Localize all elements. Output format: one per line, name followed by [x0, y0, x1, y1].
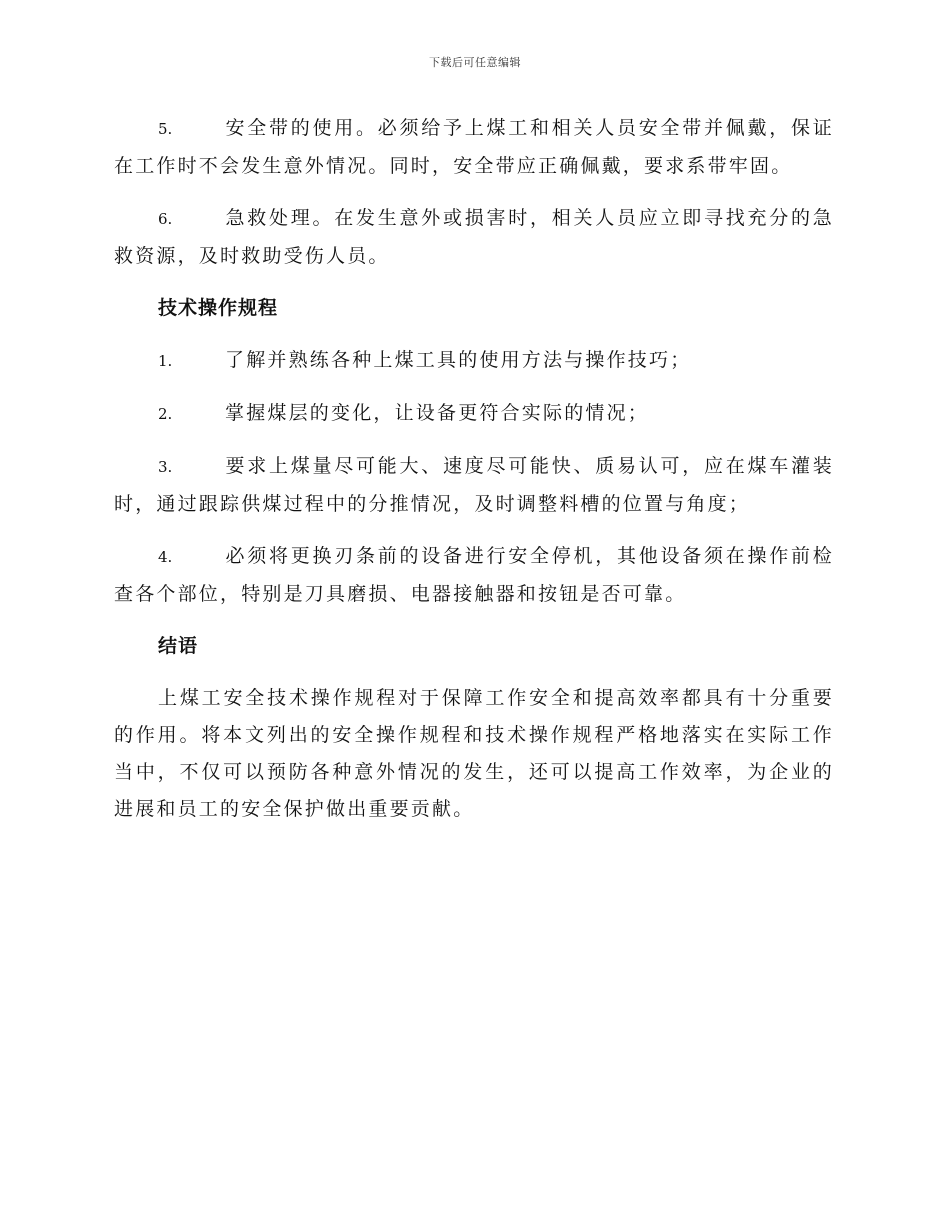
list-item-text: 安全带的使用。必须给予上煤工和相关人员安全带并佩戴，保证在工作时不会发生意外情况。同时，安全带应正确佩戴，要求系带牢固。: [114, 117, 834, 177]
list-item-number: 2.: [158, 405, 173, 423]
list-item-number: 3.: [158, 458, 173, 476]
section-heading-conclusion: 结语: [158, 635, 199, 657]
document-body: [114, 110, 834, 843]
section-heading-technical: 技术操作规程: [158, 297, 279, 319]
conclusion-paragraph: 上煤工安全技术操作规程对于保障工作安全和提高效率都具有十分重要的作用。将本文列出的安全操作规程和技术操作规程严格地落实在实际工作当中，不仅可以预防各种意外情况的发生，还可以提高工作效率，为企业的进展和员工的安全保护做出重要贡献。: [114, 687, 834, 820]
list-item-number: 6.: [158, 210, 173, 228]
list-item-technical-4: [114, 538, 834, 613]
list-item-safety-6: [114, 200, 834, 275]
list-item-technical-2: [114, 395, 834, 433]
list-item-text: 了解并熟练各种上煤工具的使用方法与操作技巧；: [225, 349, 692, 371]
list-item-technical-1: [114, 342, 834, 380]
list-item-safety-5: [114, 110, 834, 185]
list-item-technical-3: [114, 448, 834, 523]
list-item-text: 要求上煤量尽可能大、速度尽可能快、质易认可，应在煤车灌装时，通过跟踪供煤过程中的分推情况，及时调整料槽的位置与角度；: [114, 455, 834, 515]
list-item-number: 5.: [158, 120, 173, 138]
list-item-text: 急救处理。在发生意外或损害时，相关人员应立即寻找充分的急救资源，及时救助受伤人员。: [114, 207, 834, 267]
page-header: 下载后可任意编辑: [429, 56, 521, 69]
list-item-text: 必须将更换刃条前的设备进行安全停机，其他设备须在操作前检查各个部位，特别是刀具磨损、电器接触器和按钮是否可靠。: [114, 545, 834, 605]
list-item-number: 1.: [158, 352, 173, 370]
list-item-text: 掌握煤层的变化，让设备更符合实际的情况；: [225, 402, 650, 424]
list-item-number: 4.: [158, 548, 173, 566]
